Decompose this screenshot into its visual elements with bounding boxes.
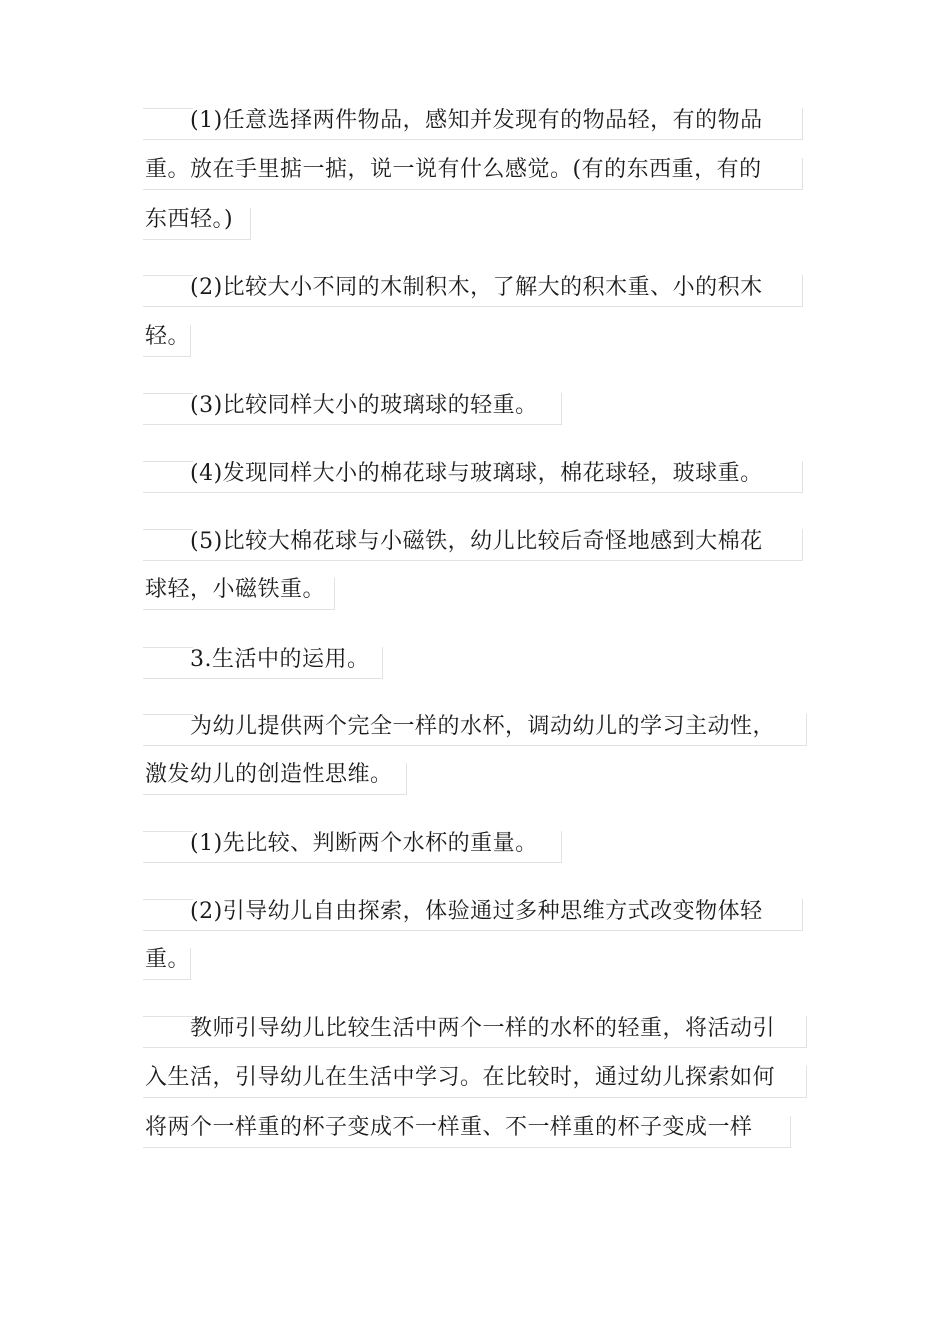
paragraph-2-line-1: (2)比较大小不同的木制积木，了解大的积木重、小的积木 [145, 275, 763, 300]
section-heading: 3.生活中的运用。 [145, 647, 370, 672]
paragraph-3-line-1: (3)比较同样大小的玻璃球的轻重。 [145, 393, 538, 418]
paragraph-9-line-2: 重。 [145, 947, 191, 972]
paragraph-4-line-1: (4)发现同样大小的棉花球与玻璃球，棉花球轻，玻球重。 [145, 461, 763, 486]
paragraph-8-line-1: (1)先比较、判断两个水杯的重量。 [145, 831, 538, 856]
paragraph-1-line-2: 重。放在手里掂一掂，说一说有什么感觉。(有的东西重，有的 [145, 157, 762, 182]
paragraph-5-line-1: (5)比较大棉花球与小磁铁，幼儿比较后奇怪地感到大棉花 [145, 529, 763, 554]
paragraph-7-line-2: 激发幼儿的创造性思维。 [145, 762, 393, 787]
paragraph-7-line-1: 为幼儿提供两个完全一样的水杯，调动幼儿的学习主动性， [145, 714, 776, 739]
paragraph-2-line-2: 轻。 [145, 324, 191, 349]
paragraph-1-line-1: (1)任意选择两件物品，感知并发现有的物品轻，有的物品 [145, 108, 763, 133]
paragraph-1-line-3: 东西轻。) [145, 207, 234, 232]
paragraph-10-line-1: 教师引导幼儿比较生活中两个一样的水杯的轻重，将活动引 [145, 1016, 776, 1041]
paragraph-10-line-2: 入生活，引导幼儿在生活中学习。在比较时，通过幼儿探索如何 [145, 1065, 776, 1090]
paragraph-5-line-2: 球轻，小磁铁重。 [145, 577, 326, 602]
paragraph-10-line-3: 将两个一样重的杯子变成不一样重、不一样重的杯子变成一样 [145, 1115, 753, 1140]
paragraph-9-line-1: (2)引导幼儿自由探索，体验通过多种思维方式改变物体轻 [145, 899, 763, 924]
